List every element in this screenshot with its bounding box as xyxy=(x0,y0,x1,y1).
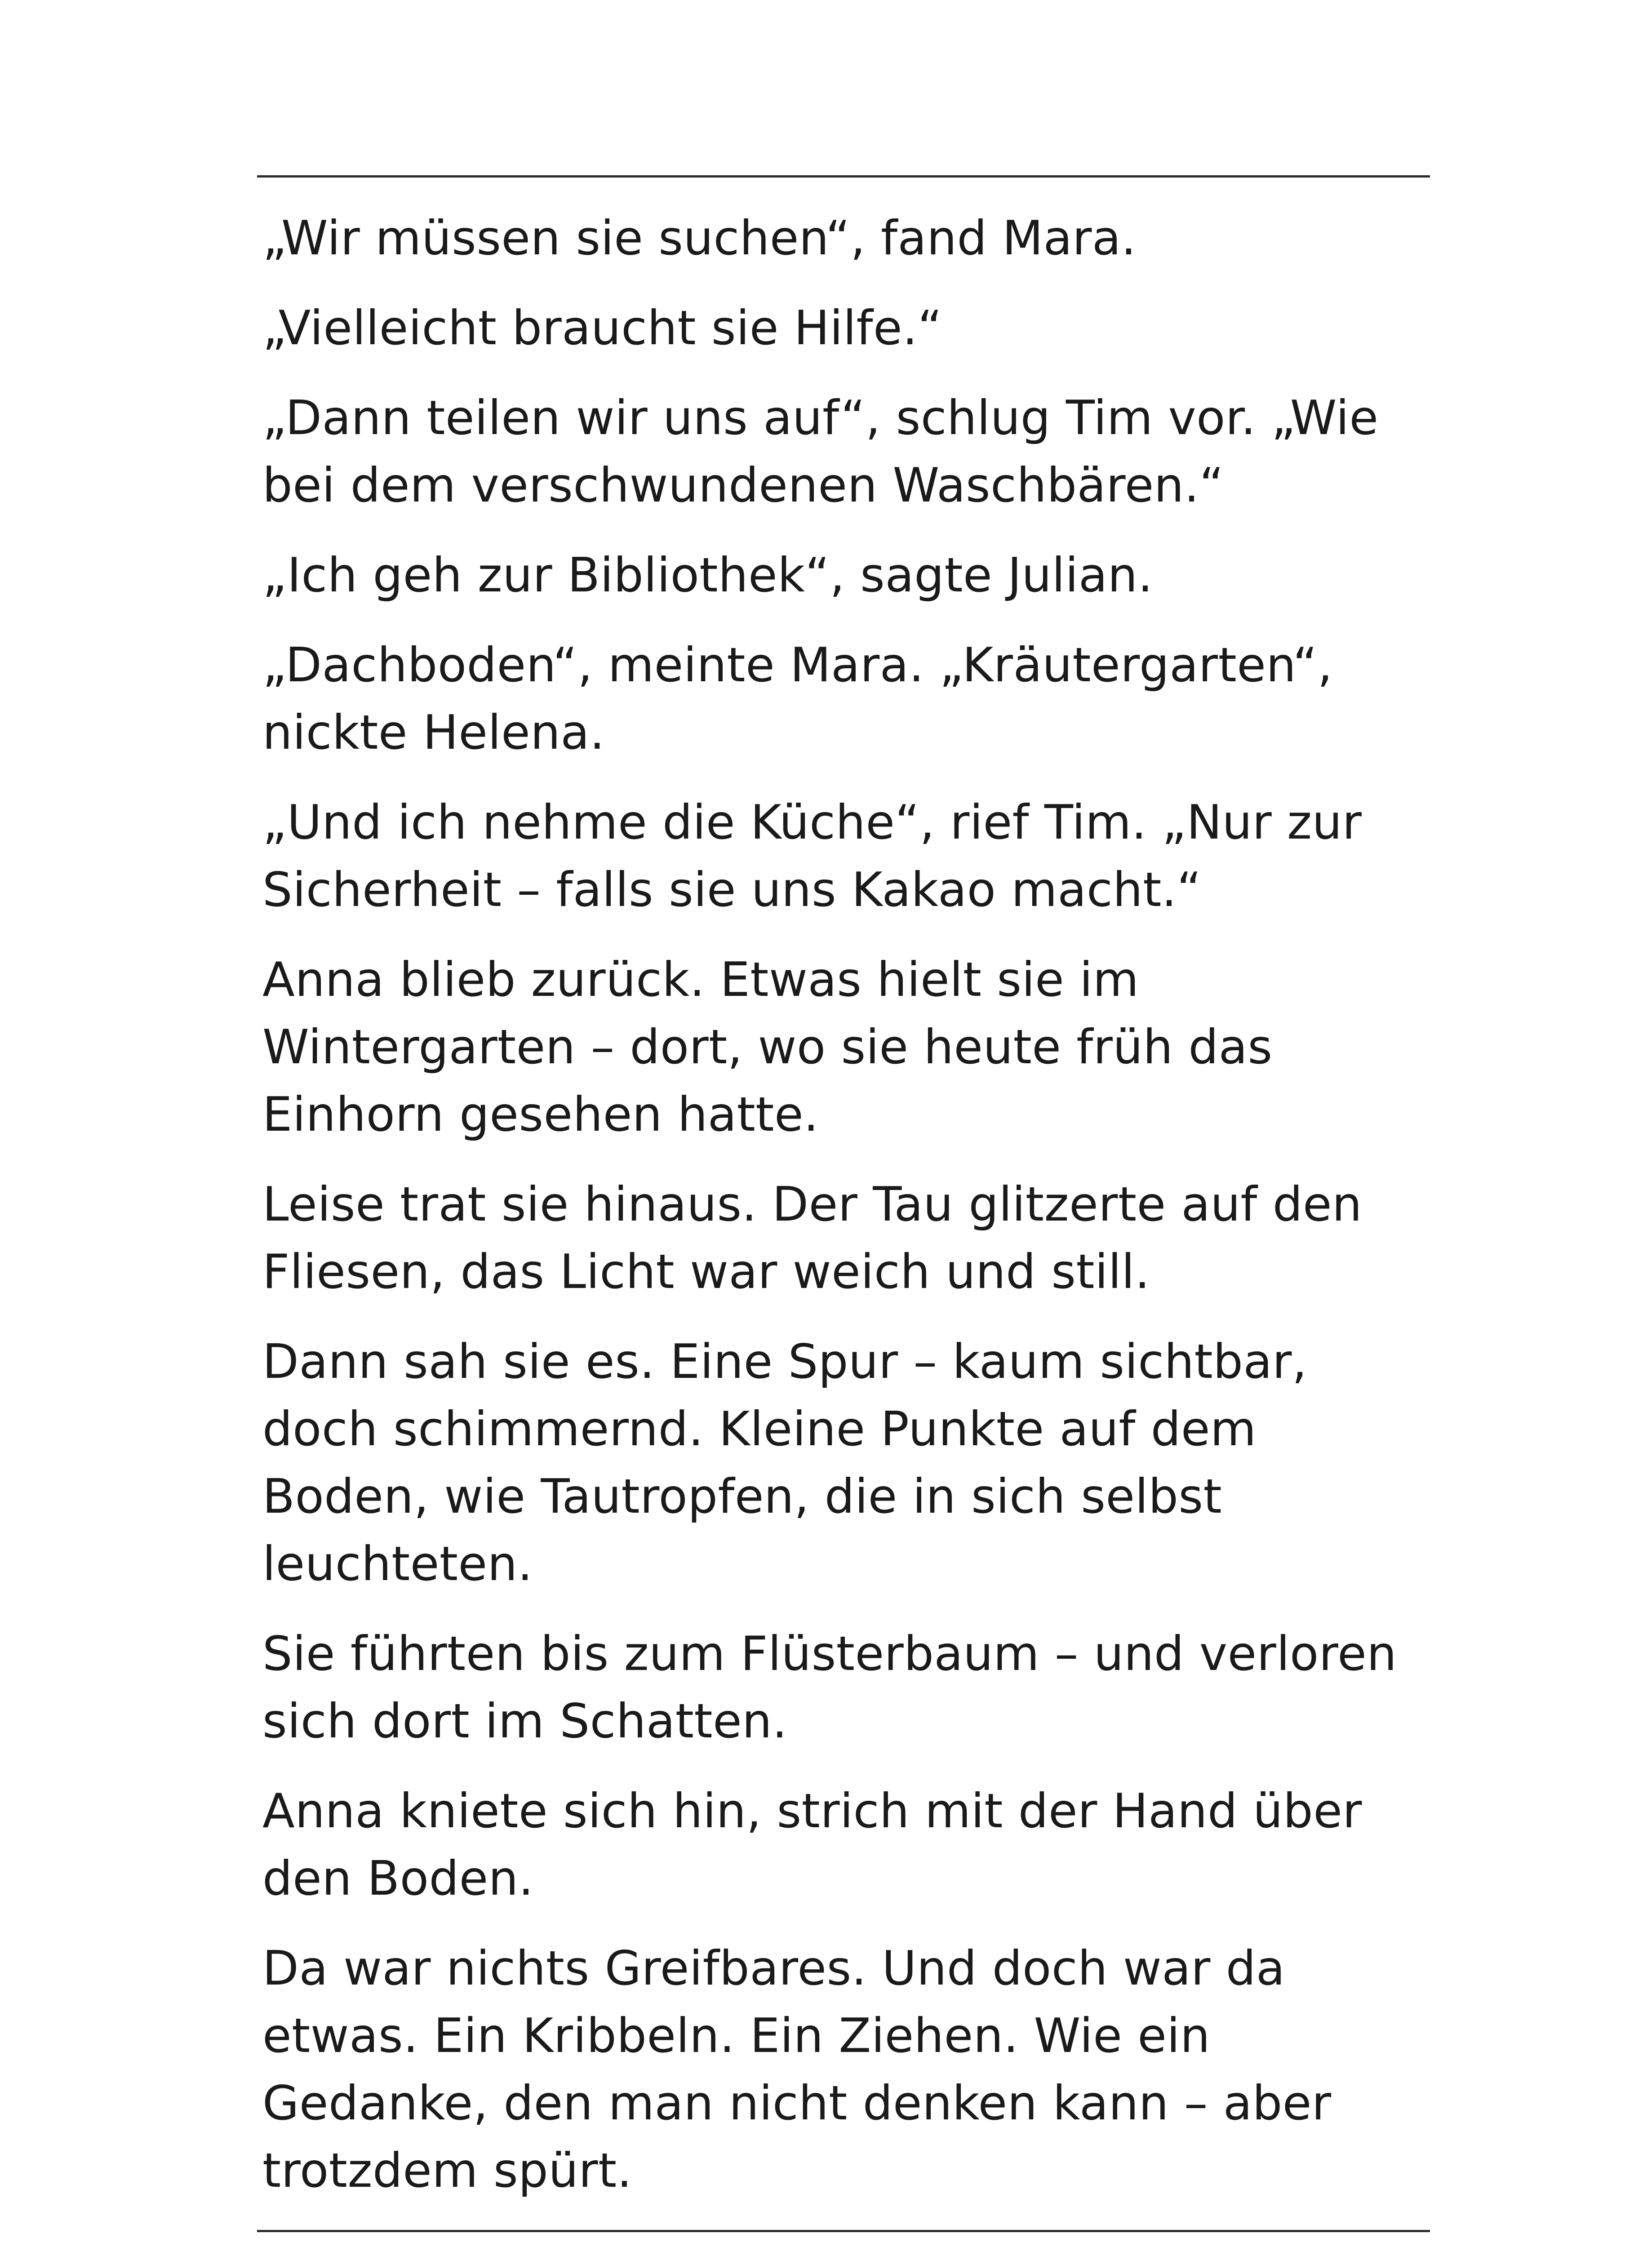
text-line: Boden, wie Tautropfen, die in sich selbst xyxy=(262,1469,1222,1524)
text-line: Wintergarten – dort, wo sie heute früh das xyxy=(262,1020,1273,1075)
paragraph xyxy=(262,384,1426,519)
text-line: „Ich geh zur Bibliothek“, sagte Julian. xyxy=(262,548,1153,603)
paragraph xyxy=(262,631,1426,766)
paragraph xyxy=(262,1777,1426,1912)
paragraph xyxy=(262,1328,1426,1598)
text-line: Anna blieb zurück. Etwas hielt sie im xyxy=(262,952,1139,1007)
text-line: den Boden. xyxy=(262,1851,534,1906)
paragraph xyxy=(262,204,1426,272)
text-line: Gedanke, den man nicht denken kann – aber xyxy=(262,2076,1332,2131)
paragraph xyxy=(262,1620,1426,1755)
text-line: „Dann teilen wir uns auf“, schlug Tim vor. „Wie xyxy=(262,391,1379,445)
text-line: „Dachboden“, meinte Mara. „Kräutergarten“, xyxy=(262,638,1333,693)
text-line: „Und ich nehme die Küche“, rief Tim. „Nur zur xyxy=(262,795,1362,850)
paragraph xyxy=(262,946,1426,1148)
text-line: Dann sah sie es. Eine Spur – kaum sichtbar, xyxy=(262,1334,1307,1389)
footer-rule xyxy=(257,2230,1430,2232)
text-line: nickte Helena. xyxy=(262,705,605,760)
header-rule xyxy=(257,175,1430,178)
text-line: bei dem verschwundenen Waschbären.“ xyxy=(262,458,1224,513)
text-line: doch schimmernd. Kleine Punkte auf dem xyxy=(262,1402,1257,1457)
text-line: Einhorn gesehen hatte. xyxy=(262,1087,819,1142)
text-line: „Wir müssen sie suchen“, fand Mara. xyxy=(262,211,1137,266)
text-line: Fliesen, das Licht war weich und still. xyxy=(262,1244,1150,1299)
paragraph xyxy=(262,1935,1426,2204)
body-text xyxy=(262,204,1426,2227)
text-line: sich dort im Schatten. xyxy=(262,1694,788,1749)
text-line: leuchteten. xyxy=(262,1536,533,1591)
text-line: „Vielleicht braucht sie Hilfe.“ xyxy=(262,301,942,355)
text-line: Leise trat sie hinaus. Der Tau glitzerte auf den xyxy=(262,1177,1363,1232)
text-line: etwas. Ein Kribbeln. Ein Ziehen. Wie ein xyxy=(262,2008,1211,2063)
paragraph xyxy=(262,542,1426,609)
paragraph xyxy=(262,1171,1426,1306)
paragraph xyxy=(262,789,1426,924)
text-line: Sicherheit – falls sie uns Kakao macht.“ xyxy=(262,862,1202,917)
text-line: Sie führten bis zum Flüsterbaum – und verloren xyxy=(262,1626,1397,1681)
text-line: Anna kniete sich hin, strich mit der Hand über xyxy=(262,1784,1362,1838)
paragraph xyxy=(262,294,1426,362)
text-line: trotzdem spürt. xyxy=(262,2143,632,2198)
text-line: Da war nichts Greifbares. Und doch war da xyxy=(262,1941,1285,1996)
